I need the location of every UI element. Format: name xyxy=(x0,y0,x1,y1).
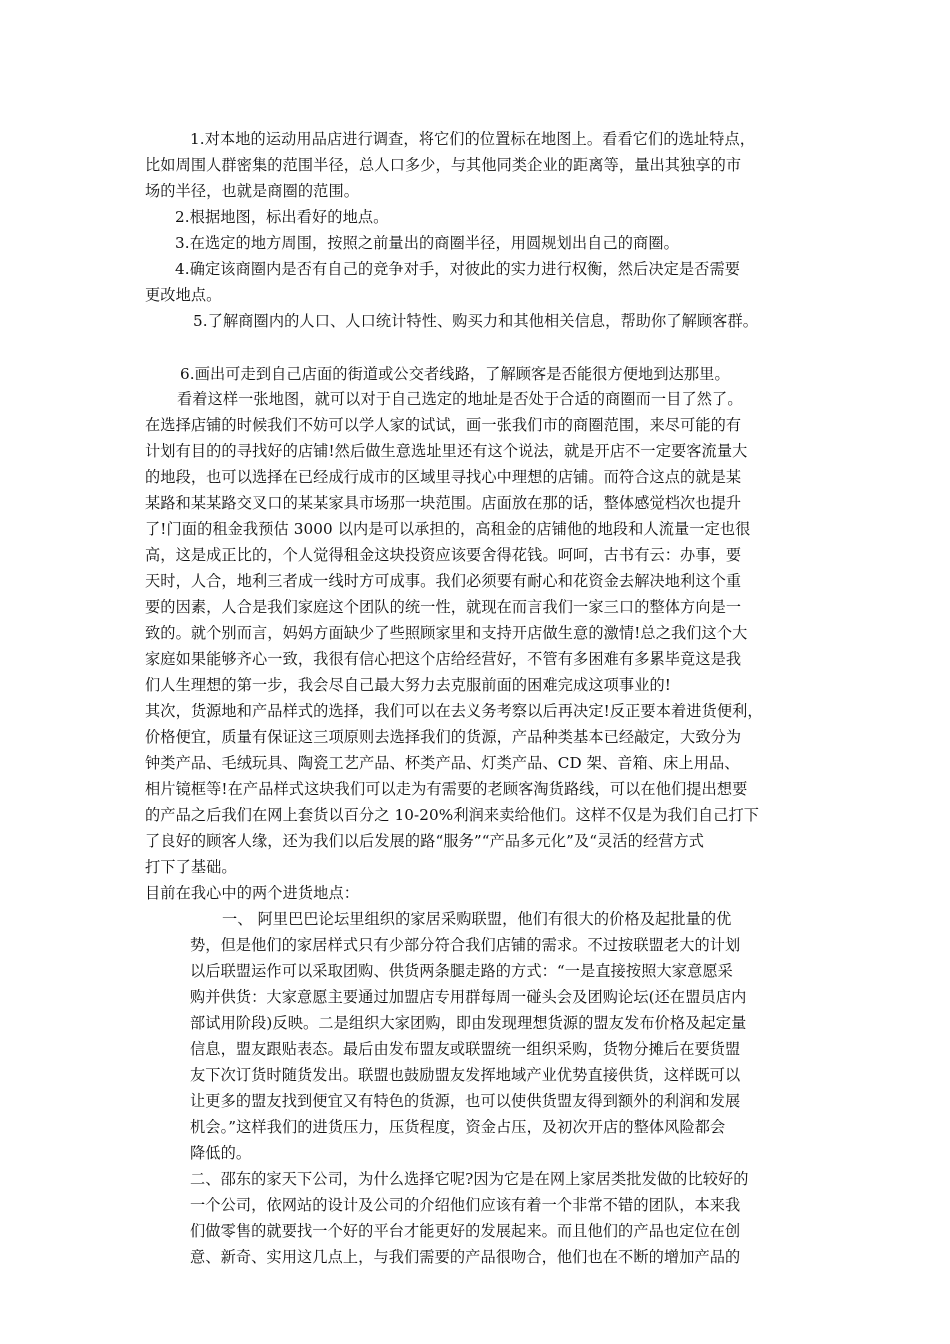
text-line: 2.根据地图，标出看好的地点。 xyxy=(175,208,389,226)
list-item-first-line: 一、 阿里巴巴论坛里组织的家居采购联盟，他们有很大的价格及起批量的优 xyxy=(222,910,732,928)
text-line: 目前在我心中的两个进货地点： xyxy=(145,884,360,902)
text-line: 让更多的盟友找到便宜又有特色的货源，也可以使供货盟友得到额外的利润和发展 xyxy=(190,1092,741,1110)
text-line: 其次，货源地和产品样式的选择，我们可以在去义务考察以后再决定!反正要本着进货便利， xyxy=(145,702,763,720)
text-line: 1.对本地的运动用品店进行调查，将它们的位置标在地图上。看看它们的选址特点， xyxy=(190,130,756,148)
text-line: 3.在选定的地方周围，按照之前量出的商圈半径，用圆规划出自己的商圈。 xyxy=(175,234,679,252)
text-line: 的地段，也可以选择在已经成行成市的区域里寻找心中理想的店铺。而符合这点的就是某 xyxy=(145,468,742,486)
text-line: 信息，盟友跟贴表态。最后由发布盟友或联盟统一组织采购，货物分摊后在要货盟 xyxy=(190,1040,741,1058)
text-line: 了!门面的租金我预估 3000 以内是可以承担的，高租金的店铺他的地段和人流量一定也很 xyxy=(145,520,751,538)
text-line: 家庭如果能够齐心一致，我很有信心把这个店给经营好，不管有多困难有多累毕竟这是我 xyxy=(145,650,742,668)
text-line: 们人生理想的第一步，我会尽自己最大努力去克服前面的困难完成这项事业的! xyxy=(145,676,671,694)
text-line: 天时，人合，地利三者成一线时方可成事。我们必须要有耐心和花资金去解决地利这个重 xyxy=(145,572,742,590)
text-line: 部试用阶段)反映。二是组织大家团购，即由发现理想货源的盟友发布价格及起定量 xyxy=(190,1014,747,1032)
text-line: 以后联盟运作可以采取团购、供货两条腿走路的方式：“一是直接按照大家意愿采 xyxy=(190,962,733,980)
text-line: 致的。就个别而言，妈妈方面缺少了些照顾家里和支持开店做生意的激情!总之我们这个大 xyxy=(145,624,748,642)
text-line: 的产品之后我们在网上套货以百分之 10-20%利润来卖给他们。这样不仅是为我们自己打下 xyxy=(145,806,760,824)
text-line: 机会。”这样我们的进货压力，压货程度，资金占压，及初次开店的整体风险都会 xyxy=(190,1118,726,1136)
text-line: 价格便宜，质量有保证这三项原则去选择我们的货源，产品种类基本已经敲定，大致分为 xyxy=(145,728,742,746)
text-line: 高，这是成正比的，个人觉得租金这块投资应该要舍得花钱。呵呵，古书有云：办事，要 xyxy=(145,546,742,564)
text-line: 更改地点。 xyxy=(145,286,222,304)
text-line: 友下次订货时随货发出。联盟也鼓励盟友发挥地域产业优势直接供货，这样既可以 xyxy=(190,1066,741,1084)
text-line: 比如周围人群密集的范围半径，总人口多少，与其他同类企业的距离等，量出其独享的市 xyxy=(145,156,742,174)
text-line: 在选择店铺的时候我们不妨可以学人家的试试，画一张我们市的商圈范围，来尽可能的有 xyxy=(145,416,742,434)
text-line: 们做零售的就要找一个好的平台才能更好的发展起来。而且他们的产品也定位在创 xyxy=(190,1222,741,1240)
text-line: 4.确定该商圈内是否有自己的竞争对手，对彼此的实力进行权衡，然后决定是否需要 xyxy=(175,260,741,278)
text-line: 势，但是他们的家居样式只有少部分符合我们店铺的需求。不过按联盟老大的计划 xyxy=(190,936,741,954)
list-item-first-line: 二、邵东的家天下公司，为什么选择它呢?因为它是在网上家居类批发做的比较好的 xyxy=(190,1170,749,1188)
text-line: 相片镜框等!在产品样式这块我们可以走为有需要的老顾客淘货路线，可以在他们提出想要 xyxy=(145,780,748,798)
text-line: 看着这样一张地图，就可以对于自己选定的地址是否处于合适的商圈而一目了然了。 xyxy=(177,390,743,408)
text-line: 钟类产品、毛绒玩具、陶瓷工艺产品、杯类产品、灯类产品、CD 架、音箱、床上用品、 xyxy=(145,754,740,772)
text-line: 某路和某某路交叉口的某某家具市场那一块范围。店面放在那的话，整体感觉档次也提升 xyxy=(145,494,742,512)
text-line: 了良好的顾客人缘，还为我们以后发展的路“服务”“产品多元化”及“灵活的经营方式 xyxy=(145,832,705,850)
text-line: 场的半径，也就是商圈的范围。 xyxy=(145,182,360,200)
text-line: 要的因素，人合是我们家庭这个团队的统一性，就现在而言我们一家三口的整体方向是一 xyxy=(145,598,742,616)
text-line: 一个公司，依网站的设计及公司的介绍他们应该有着一个非常不错的团队，本来我 xyxy=(190,1196,741,1214)
text-line: 降低的。 xyxy=(190,1144,252,1162)
text-line: 打下了基础。 xyxy=(145,858,237,876)
text-line: 意、新奇、实用这几点上，与我们需要的产品很吻合，他们也在不断的增加产品的 xyxy=(190,1248,741,1266)
text-line: 5.了解商圈内的人口、人口统计特性、购买力和其他相关信息，帮助你了解顾客群。 xyxy=(193,312,759,330)
text-line: 购并供货：大家意愿主要通过加盟店专用群每周一碰头会及团购论坛(还在盟员店内 xyxy=(190,988,747,1006)
text-line: 6.画出可走到自己店面的街道或公交者线路，了解顾客是否能很方便地到达那里。 xyxy=(180,365,730,383)
text-line: 计划有目的的寻找好的店铺!然后做生意选址里还有这个说法，就是开店不一定要客流量大 xyxy=(145,442,748,460)
